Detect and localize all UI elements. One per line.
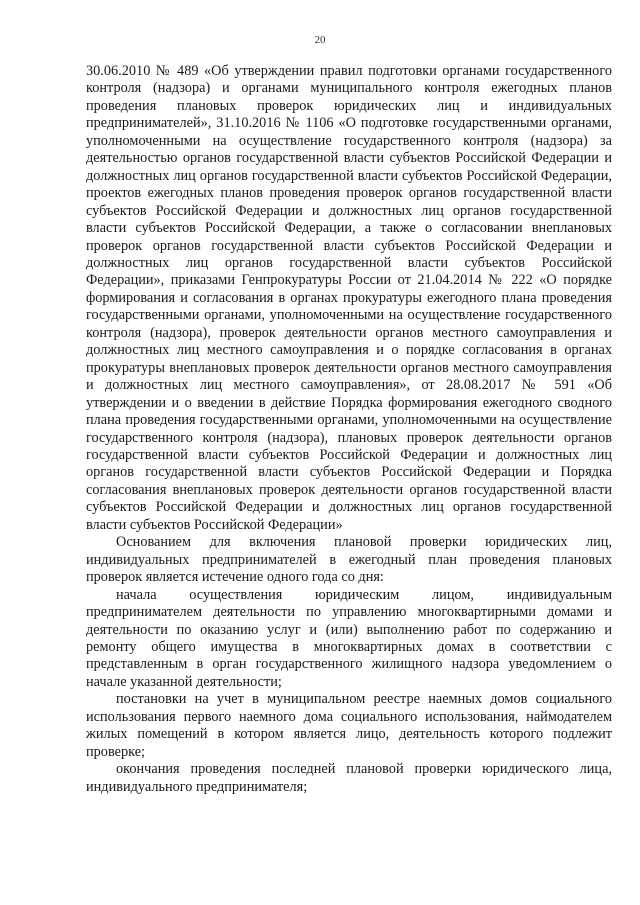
paragraph-legal-references: 30.06.2010 № 489 «Об утверждении правил подготовки органами государственного контроля (надзора) и органами муниципального контроля ежегодных планов проведения плановых проверок юридических лиц и индивидуальных предпринимателей», 31.10.2016 № 1106 «О подготовке государственными органами, уполномоченными на осуществление государственного контроля (надзора) за деятельностью органов государственной власти субъектов Российской Федерации и должностных лиц органов государственной власти субъектов Российской Федерации, проектов ежегодных планов проведения проверок органов государственной власти субъектов Российской Федерации и должностных лиц органов государственной власти субъектов Российской Федерации, а также о согласовании внеплановых проверок органов государственной власти субъектов Российской Федерации и должностных лиц органов государственной власти субъектов Российской Федерации», приказами Генпрокуратуры России от 21.04.2014 № 222 «О порядке формирования и согласования в органах прокуратуры ежегодного плана проведения государственными органами, уполномоченными на осуществление государственного контроля (надзора), проверок деятельности органов местного самоуправления и должностных лиц местного самоуправления и о порядке согласования в органах прокуратуры внеплановых проверок деятельности органов местного самоуправления и должностных лиц местного самоуправления», от 28.08.2017 № 591 «Об утверждении и о введении в действие Порядка формирования ежегодного сводного плана проведения государственными органами, уполномоченными на осуществление государственного контроля (надзора), плановых проверок деятельности органов государственной власти субъектов Российской Федерации и должностных лиц органов государственной власти субъектов Российской Федерации и Порядка согласования внеплановых проверок деятельности органов государственной власти субъектов Российской Федерации и должностных лиц органов государственной власти субъектов Российской Федерации» — [86, 63, 612, 533]
body-text — [86, 63, 612, 796]
paragraph-last-inspection: окончания проведения последней плановой проверки юридического лица, индивидуального предпринимателя; — [86, 761, 612, 795]
paragraph-basis: Основанием для включения плановой проверки юридических лиц, индивидуальных предпринимателей в ежегодный план проведения плановых проверок является истечение одного года со дня: — [86, 534, 612, 586]
paragraph-start-of-activity: начала осуществления юридическим лицом, индивидуальным предпринимателем деятельности по управлению многоквартирными домами и деятельности по оказанию услуг и (или) выполнению работ по содержанию и ремонту общего имущества в многоквартирных домах в соответствии с представленным в орган государственного жилищного надзора уведомлением о начале указанной деятельности; — [86, 586, 612, 690]
paragraph-registration: постановки на учет в муниципальном реестре наемных домов социального использования первого наемного дома социального использования, наймодателем жилых помещений в котором является лицо, деятельность которого подлежит проверке; — [86, 691, 612, 760]
page-number: 20 — [314, 34, 326, 46]
